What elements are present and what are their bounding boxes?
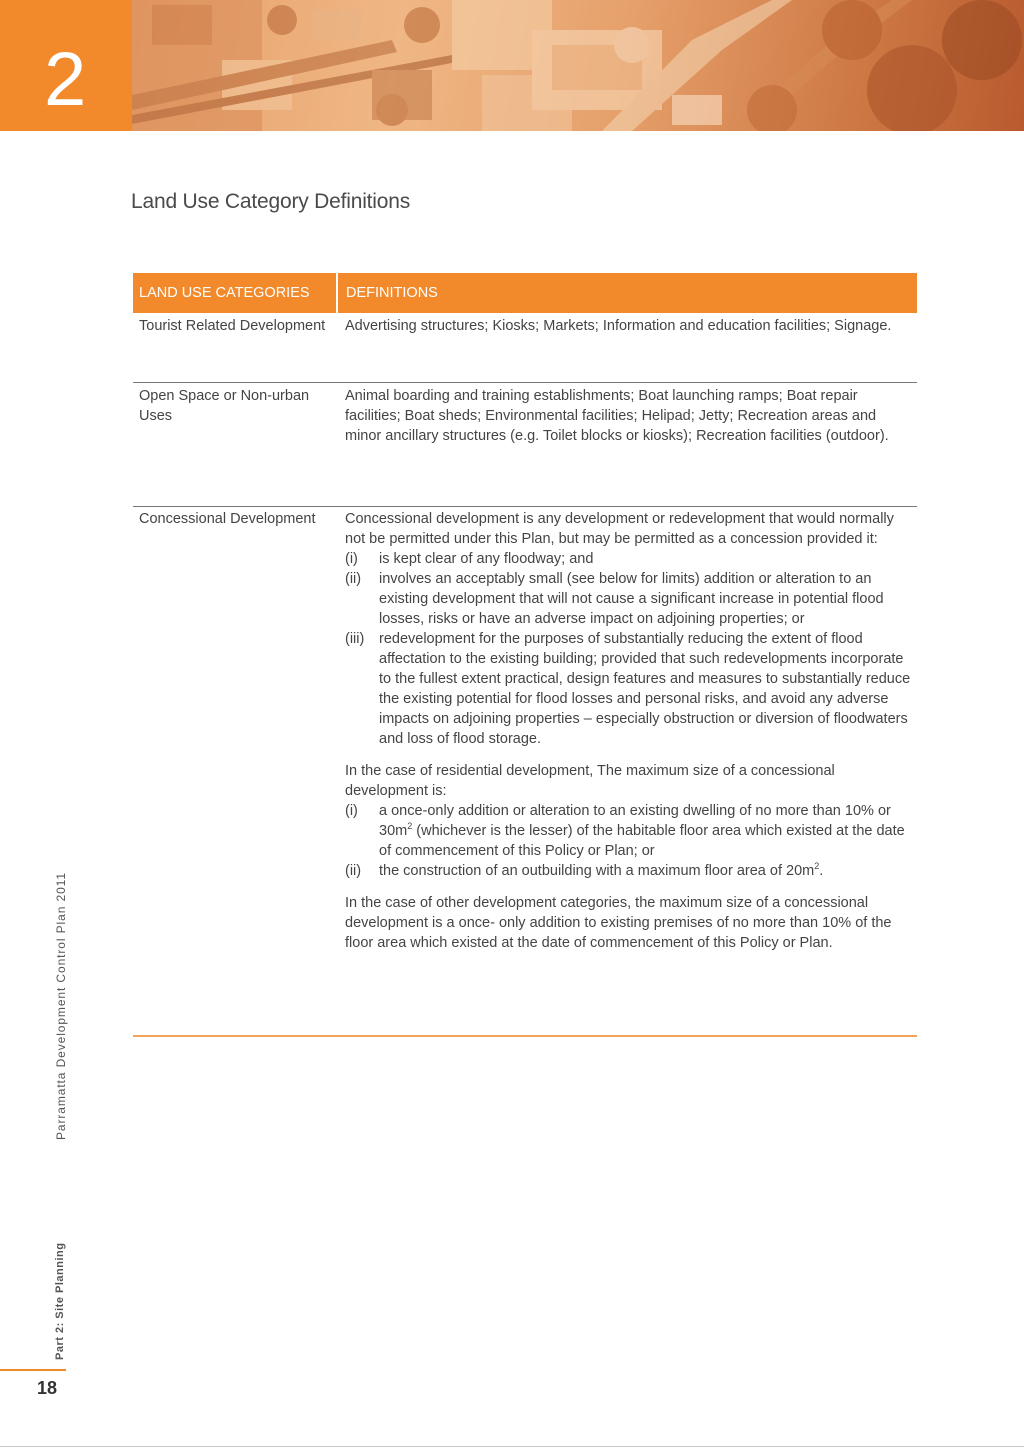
aerial-photo-graphic (132, 0, 1024, 131)
limit-text: a once-only addition or alteration to an existing dwelling of no more than 10% or $30m^2$ (whichever is the lesser) of the habitable floor area which existed at the date of commencement of this Policy or Plan; or (379, 803, 905, 859)
condition-text: redevelopment for the purposes of substantially reducing the extent of flood affectation to the existing building; provided that such redevelopments incorporate to the fullest extent practical, design features and measures to substantially reduce the existing potential for flood losses and personal risks, and avoid any adverse impacts on adjoining properties – especially obstruction or diversion of floodwaters and loss of flood storage. (379, 631, 911, 747)
part-title-vertical: Part 2: Site Planning (54, 1242, 66, 1360)
condition-item (345, 549, 911, 569)
condition-item (345, 629, 911, 749)
condition-number: (ii) (345, 571, 362, 587)
residential-intro: In the case of residential development, The maximum size of a concessional development is: (345, 763, 835, 799)
limit-text: the construction of an outbuilding with a maximum floor area of $20m^2$. (379, 861, 824, 879)
limit-number: (i) (345, 803, 358, 819)
document-title-vertical: Parramatta Development Control Plan 2011 (54, 872, 68, 1140)
header-aerial-photo (132, 0, 1024, 131)
chapter-number: 2 (0, 0, 132, 131)
page-title: Land Use Category Definitions (131, 190, 411, 213)
residential-limit-item (345, 861, 911, 881)
page-bottom-divider (0, 1446, 1024, 1447)
land-use-definitions-table (133, 273, 917, 1037)
category-cell: Open Space or Non-urban Uses (133, 383, 337, 507)
category-cell: Concessional Development (133, 507, 337, 1037)
category-cell: Tourist Related Development (139, 318, 326, 334)
limit-number: (ii) (345, 863, 362, 879)
header-land-use-categories: LAND USE CATEGORIES (133, 273, 337, 313)
definition-cell (337, 507, 917, 1037)
page-number-rule (0, 1369, 66, 1371)
condition-text: is kept clear of any floodway; and (379, 551, 594, 567)
condition-item (345, 569, 911, 629)
definition-cell: Animal boarding and training establishments; Boat launching ramps; Boat repair facilities; Boat sheds; Environmental facilities; Helipad; Jetty; Recreation areas and minor ancillary structures (e.g. Toilet blocks or kiosks); Recreation facilities (outdoor). (337, 383, 917, 507)
residential-limit-item (345, 801, 911, 861)
table-header-row (133, 273, 917, 313)
condition-number: (i) (345, 551, 358, 567)
concessional-intro: Concessional development is any development or redevelopment that would normally not be permitted under this Plan, but may be permitted as a concession provided it: (345, 511, 894, 547)
table-row (133, 313, 917, 383)
condition-number: (iii) (345, 631, 365, 647)
page-number: 18 (37, 1378, 58, 1398)
table-row (133, 507, 917, 1037)
definition-cell: Advertising structures; Kiosks; Markets; Information and education facilities; Signage. (345, 318, 892, 334)
header-definitions: DEFINITIONS (337, 273, 917, 313)
other-categories-text: In the case of other development categories, the maximum size of a concessional development is a once- only addition to existing premises of no more than 10% of the floor area which existed at the date of commencement of this Policy or Plan. (345, 895, 892, 951)
condition-text: involves an acceptably small (see below for limits) addition or alteration to an existing development that will not cause a significant increase in potential flood losses, risks or have an adverse impact on adjoining properties; or (379, 571, 884, 627)
table-row (133, 383, 917, 507)
